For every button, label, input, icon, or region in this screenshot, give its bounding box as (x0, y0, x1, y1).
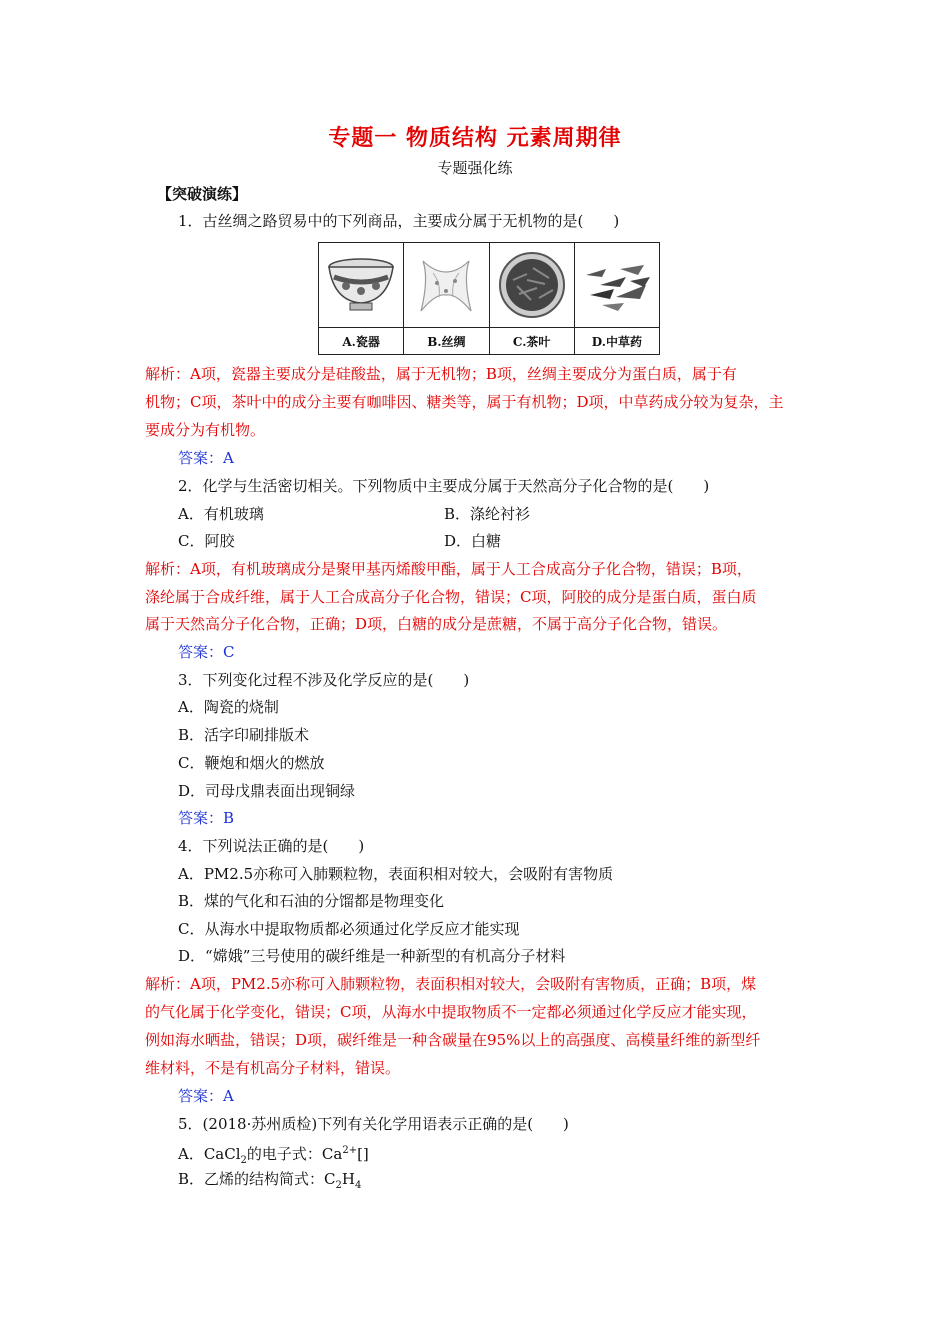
image-caption: A.瓷器 (319, 327, 403, 354)
option-d: D．司母戊鼎表面出现铜绿 (178, 782, 356, 800)
analysis-line: 机物；C项，茶叶中的成分主要有咖啡因、糖类等，属于有机物；D项，中草药成分较为复杂，主 (145, 393, 784, 411)
analysis-line: 维材料，不是有机高分子材料，错误。 (145, 1059, 401, 1077)
question-2-stem: 2．化学与生活密切相关。下列物质中主要成分属于天然高分子化合物的是( ) (178, 477, 710, 495)
option-c: C．鞭炮和烟火的燃放 (178, 754, 325, 772)
answer-label: 答案：A (178, 449, 234, 467)
option-a: A．PM2.5亦称可入肺颗粒物，表面积相对较大，会吸附有害物质 (178, 865, 614, 883)
image-cell-silk (404, 243, 489, 354)
option-b: B．乙烯的结构简式：$C_2H_4$ (178, 1170, 362, 1191)
image-cell-porcelain (319, 243, 404, 354)
analysis-line: 解析：A项，PM2.5亦称可入肺颗粒物，表面积相对较大，会吸附有害物质，正确；B项，煤 (145, 975, 757, 993)
option-a: A．有机玻璃 (178, 505, 264, 523)
image-caption: C.茶叶 (490, 327, 574, 354)
page-title: 专题一 物质结构 元素周期律 (328, 125, 622, 151)
analysis-line: 要成分为有机物。 (145, 421, 266, 439)
page-subtitle: 专题强化练 (437, 159, 513, 177)
question-4-stem: 4．下列说法正确的是( ) (178, 837, 365, 855)
herbal-medicine-icon (580, 255, 654, 315)
option-c: C．阿胶 (178, 532, 235, 550)
answer-label: 答案：C (178, 643, 235, 661)
option-b: B．涤纶衬衫 (444, 505, 531, 523)
image-cell-herb (575, 243, 659, 354)
image-caption: B.丝绸 (404, 327, 488, 354)
porcelain-bowl-icon (326, 253, 396, 317)
image-caption: D.中草药 (575, 327, 659, 354)
section-heading: 【突破演练】 (157, 185, 248, 203)
option-a: A．CaCl$_2$的电子式：$Ca^{2+}[]$ (178, 1145, 369, 1166)
analysis-line: 的气化属于化学变化，错误；C项，从海水中提取物质不一定都必须通过化学反应才能实现， (145, 1003, 757, 1021)
option-b: B．活字印刷排版术 (178, 726, 310, 744)
analysis-line: 解析：A项，瓷器主要成分是硅酸盐，属于无机物；B项，丝绸主要成分为蛋白质，属于有 (145, 365, 737, 383)
analysis-line: 解析：A项，有机玻璃成分是聚甲基丙烯酸甲酯，属于人工合成高分子化合物，错误；B项， (145, 560, 752, 578)
answer-label: 答案：A (178, 1087, 234, 1105)
tea-leaves-icon (497, 250, 567, 320)
question-1-stem: 1．古丝绸之路贸易中的下列商品，主要成分属于无机物的是( ) (178, 212, 620, 230)
option-b: B．煤的气化和石油的分馏都是物理变化 (178, 892, 445, 910)
question-1-image-table (318, 242, 660, 355)
image-cell-tea (490, 243, 575, 354)
question-3-stem: 3．下列变化过程不涉及化学反应的是( ) (178, 671, 470, 689)
option-d: D．“嫦娥”三号使用的碳纤维是一种新型的有机高分子材料 (178, 947, 566, 965)
option-a: A．陶瓷的烧制 (178, 698, 279, 716)
option-c: C．从海水中提取物质都必须通过化学反应才能实现 (178, 920, 520, 938)
analysis-line: 涤纶属于合成纤维，属于人工合成高分子化合物，错误；C项，阿胶的成分是蛋白质，蛋白质 (145, 588, 757, 606)
question-5-stem: 5．(2018·苏州质检)下列有关化学用语表示正确的是( ) (178, 1115, 569, 1133)
analysis-line: 属于天然高分子化合物，正确；D项，白糖的成分是蔗糖，不属于高分子化合物，错误。 (145, 615, 728, 633)
analysis-line: 例如海水晒盐，错误；D项，碳纤维是一种含碳量在95%以上的高强度、高模量纤维的新型纤 (145, 1031, 761, 1049)
answer-label: 答案：B (178, 809, 235, 827)
silk-scarf-icon (411, 253, 481, 317)
option-d: D．白糖 (444, 532, 502, 550)
